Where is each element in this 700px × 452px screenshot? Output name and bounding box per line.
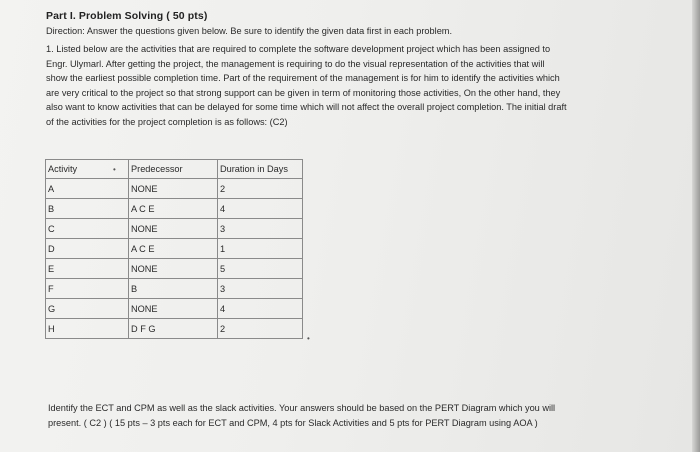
cell-activity: A <box>46 179 129 199</box>
cell-predecessor: NONE <box>129 259 218 279</box>
instruction-text: Identify the ECT and CPM as well as the slack activities. Your answers should be based on the PERT Diagram which you will present. ( C2 ) ( 15 pts – 3 pts each for ECT and CPM, 4 pts for Slack Activities and 5 pts for PERT Diagram using AOA ) <box>48 403 556 428</box>
stray-mark: • <box>113 165 116 174</box>
table-row <box>46 299 303 319</box>
cell-predecessor: A C E <box>129 199 218 219</box>
cell-duration: 3 <box>218 279 303 299</box>
cell-predecessor: NONE <box>129 179 218 199</box>
cell-predecessor: D F G <box>129 319 218 339</box>
table-header-row <box>46 160 303 179</box>
cell-activity: G <box>46 299 129 319</box>
cell-duration: 3 <box>218 219 303 239</box>
table-row <box>46 319 303 339</box>
cell-activity: E <box>46 259 129 279</box>
cell-duration: 5 <box>218 259 303 279</box>
header-duration: Duration in Days <box>218 160 303 179</box>
question-text: 1. Listed below are the activities that are required to complete the software development project which has been assigned to Engr. Ulymarl. After getting the project, the management is requiring to do the visual representation of the activities that will show the earliest possible completion time. Part of the requirement of the management is for him to identify the activities which are very critical to the project so that strong support can be given in term of monitoring those activities, On the other hand, they also want to know activities that can be delayed for some time which will not affect the overall project completion. The initial draft of the activities for the project completion is as follows: (C2) <box>46 44 567 127</box>
cell-duration: 2 <box>218 319 303 339</box>
cell-predecessor: A C E <box>129 239 218 259</box>
cell-activity: B <box>46 199 129 219</box>
cell-predecessor: B <box>129 279 218 299</box>
cell-activity: D <box>46 239 129 259</box>
cell-duration: 4 <box>218 199 303 219</box>
direction-text: Direction: Answer the questions given below. Be sure to identify the given data first in each problem. <box>46 26 453 36</box>
table-row <box>46 259 303 279</box>
table-row <box>46 219 303 239</box>
cell-activity: H <box>46 319 129 339</box>
cell-predecessor: NONE <box>129 219 218 239</box>
cell-duration: 1 <box>218 239 303 259</box>
header-activity: Activity <box>46 160 129 179</box>
cell-duration: 4 <box>218 299 303 319</box>
table-row <box>46 239 303 259</box>
table-row <box>46 279 303 299</box>
cell-duration: 2 <box>218 179 303 199</box>
activities-table <box>45 159 303 339</box>
cell-activity: C <box>46 219 129 239</box>
part-title: Part I. Problem Solving ( 50 pts) <box>46 10 208 22</box>
table-row <box>46 199 303 219</box>
table-row <box>46 179 303 199</box>
page-edge-shadow <box>692 0 700 452</box>
cell-predecessor: NONE <box>129 299 218 319</box>
header-predecessor: Predecessor <box>129 160 218 179</box>
cell-activity: F <box>46 279 129 299</box>
stray-mark: • <box>307 334 310 343</box>
